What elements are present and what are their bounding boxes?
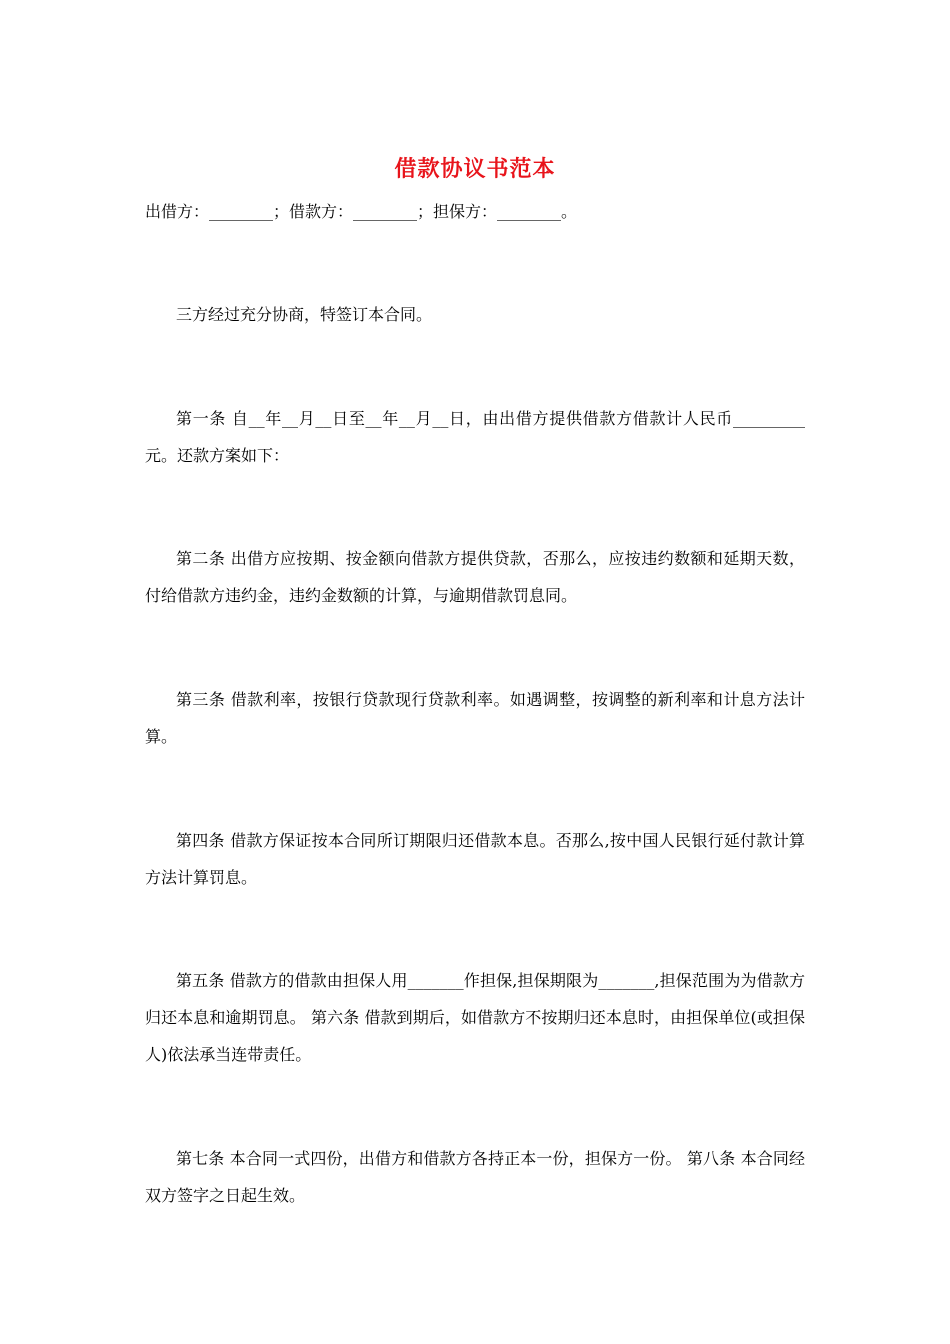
article-7-8-paragraph: 第七条 本合同一式四份，出借方和借款方各持正本一份，担保方一份。 第八条 本合同经双方签字之日起生效。 xyxy=(145,1149,805,1205)
article-5-6-paragraph: 第五条 借款方的借款由担保人用_______作担保,担保期限为_______,担保范围为为借款方归还本息和逾期罚息。 第六条 借款到期后，如借款方不按期归还本息时，由担保单位(或担保人)依法承当连带责任。 xyxy=(145,971,805,1064)
article-1-paragraph: 第一条 自__年__月__日至__年__月__日，由出借方提供借款方借款计人民币_________元。还款方案如下： xyxy=(145,409,805,465)
document-title: 借款协议书范本 xyxy=(394,156,556,182)
intro-paragraph: 三方经过充分协商，特签订本合同。 xyxy=(176,305,433,324)
parties-line: 出借方：________；借款方：________；担保方：________。 xyxy=(145,202,578,221)
article-3-paragraph: 第三条 借款利率，按银行贷款现行贷款利率。如遇调整，按调整的新利率和计息方法计算。 xyxy=(145,690,805,746)
article-2-paragraph: 第二条 出借方应按期、按金额向借款方提供贷款，否那么，应按违约数额和延期天数，付给借款方违约金，违约金数额的计算，与逾期借款罚息同。 xyxy=(145,549,805,605)
article-4-paragraph: 第四条 借款方保证按本合同所订期限归还借款本息。否那么,按中国人民银行延付款计算方法计算罚息。 xyxy=(145,831,805,887)
